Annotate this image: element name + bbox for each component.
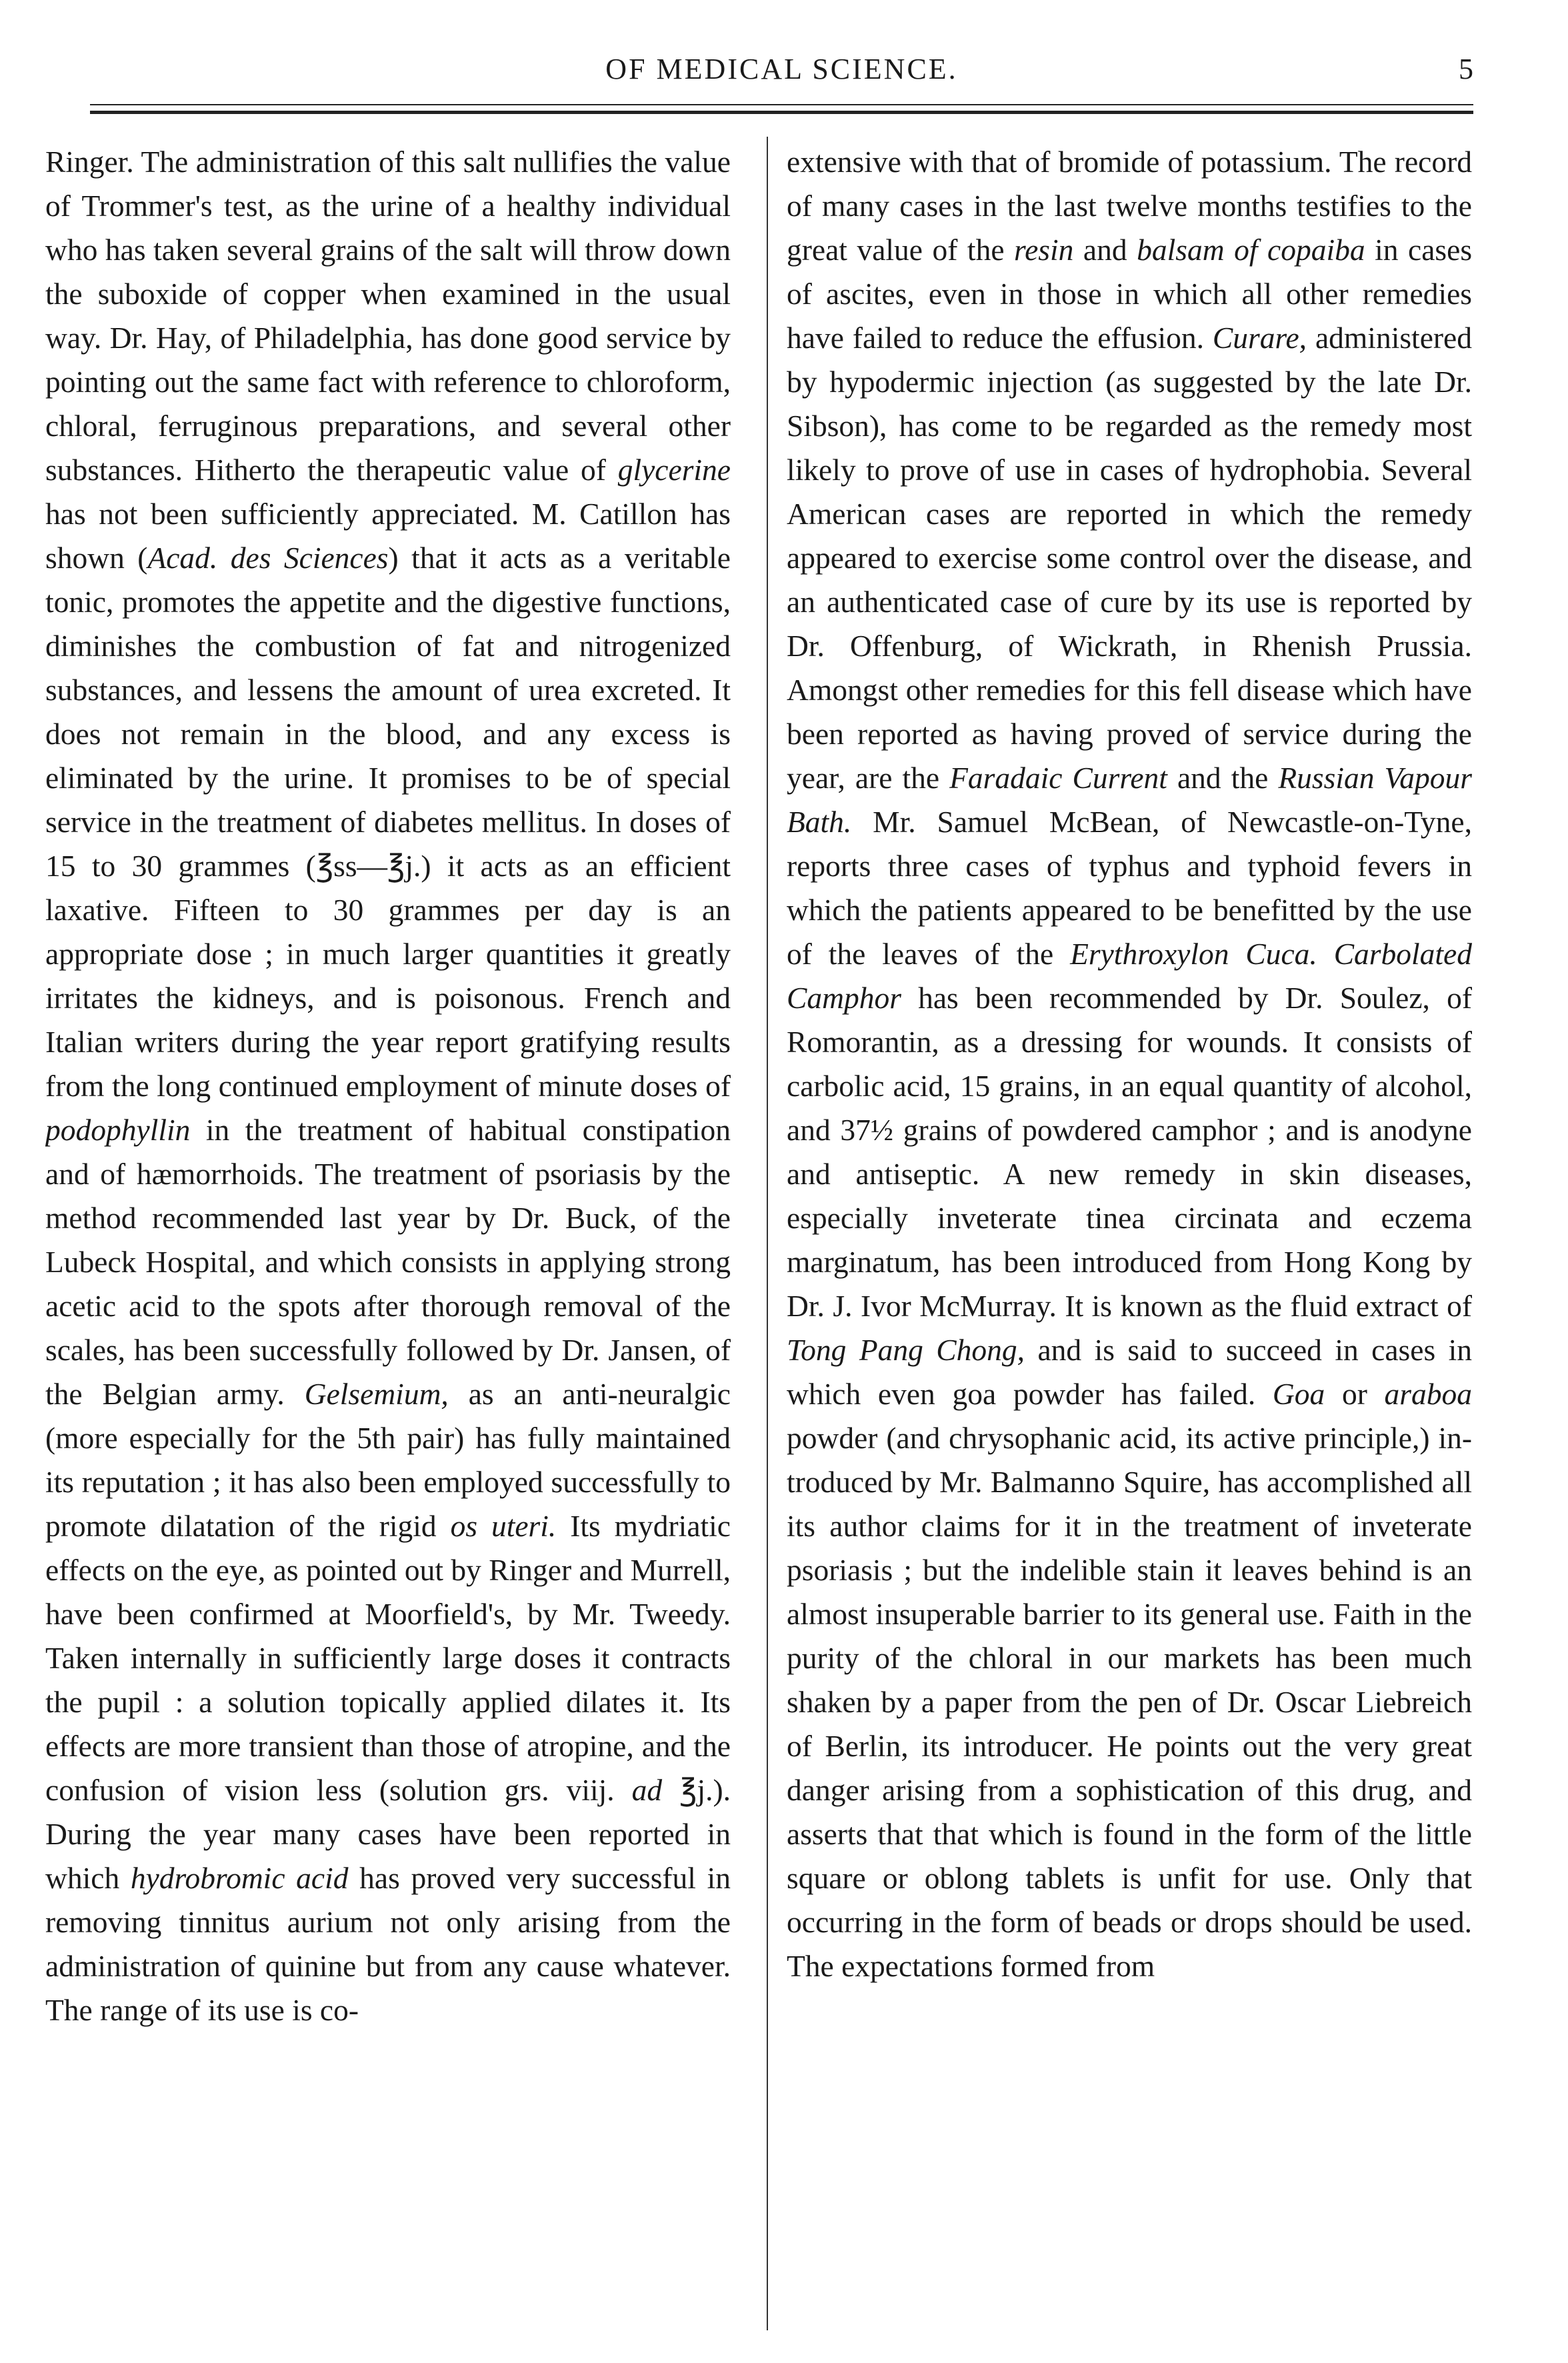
- header-rule-thin: [90, 104, 1473, 105]
- text-run: Mr. Samuel McBean, of Newcastle-on-Tyne, reports three cases of typhus and typhoid fevers in which the patients appeared to be benefitted by the use of the leaves of the: [787, 805, 1472, 971]
- text-run: ) that it acts as a veritable tonic, promotes the appetite and the digestive functions, diminishes the combustion of fat and nitrogenized substances, and lessens the amount of urea excreted. It does not remain in the blood, and any excess is eliminated by the urine. It promises to be of special service in the treatment of diabetes mellitus. In doses of 15 to 30 grammes (℥ss—℥j.) it acts as an efficient laxative. Fifteen to 30 grammes per day is an appropriate dose ; in much larger quantities it greatly irritates the kidneys, and is poisonous. French and Italian writers during the year report gratifying results from the long continued employment of minute doses of: [45, 541, 731, 1103]
- italic-text-run: resin: [1014, 233, 1074, 267]
- text-run: has proved very successful in removing tinnitus aurium not only arising from the administration of quinine but from any cause whatever. The range of its use is co-: [45, 1861, 731, 2027]
- text-run: or: [1325, 1377, 1385, 1411]
- italic-text-run: hydrobromic acid: [130, 1861, 349, 1895]
- text-run: Ringer. The administration of this salt nullifies the value of Trommer's test, as the urine of a healthy individual who has taken several grains of the salt will throw down the suboxide of copper when examined in the usual way. Dr. Hay, of Philadelphia, has done good service by pointing out the same fact with reference to chloroform, chloral, ferruginous preparations, and several other substances. Hitherto the therapeutic value of: [45, 145, 731, 487]
- text-run: administered by hypodermic injection (as suggested by the late Dr. Sibson), has come to be regarded as the remedy most likely to prove of use in cases of hydrophobia. Several American cases are reported in which the remedy appeared to exercise some control over the disease, and an authenticated case of cure by its use is reported by Dr. Offenburg, of Wickrath, in Rhenish Prussia. Amongst other remedies for this fell disease which have been reported as having proved of service during the year, are the: [787, 321, 1472, 795]
- italic-text-run: Acad. des Sciences: [147, 541, 389, 575]
- text-run: extensive with that of bromide of potassium. The record of many cases in the last twelve months testifies to the great value of the: [787, 145, 1472, 267]
- text-run: and the: [1167, 761, 1279, 795]
- italic-text-run: podophyllin: [45, 1113, 191, 1147]
- right-column-text: [787, 140, 1472, 1988]
- italic-text-run: Russian Vapour Bath.: [787, 761, 1472, 839]
- italic-text-run: ad: [631, 1773, 663, 1807]
- text-run: has not been sufficiently appreciated. M. Catillon has shown (: [45, 497, 731, 575]
- italic-text-run: Tong Pang Chong,: [787, 1333, 1025, 1367]
- italic-text-run: araboa: [1384, 1377, 1472, 1411]
- text-run: [1317, 937, 1334, 971]
- left-column-text: [45, 140, 731, 2032]
- italic-text-run: Erythroxylon Cuca.: [1070, 937, 1317, 971]
- italic-text-run: Faradaic Current: [949, 761, 1167, 795]
- text-run: in the treatment of habitual constipation and of hæmorrhoids. The treatment of psoriasis by the method recommended last year by Dr. Buck, of the Lubeck Hospital, and which consists in applying strong acetic acid to the spots after thorough removal of the scales, has been successfully followed by Dr. Jansen, of the Belgian army.: [45, 1113, 731, 1411]
- text-run: powder (and chrysophanic acid, its active principle,) introduced by Mr. Balmanno Squire, has accomplished all its author claims for it in the treatment of inveterate psoriasis ; but the indelible stain it leaves behind is an almost insuperable barrier to its general use. Faith in the purity of the chloral in our markets has been much shaken by a paper from the pen of Dr. Oscar Liebreich of Berlin, its introducer. He points out the very great danger arising from a sophistication of this drug, and asserts that that which is found in the form of the little square or oblong tablets is unfit for use. Only that occurring in the form of beads or drops should be used. The expectations formed from: [787, 1421, 1472, 1983]
- text-run: Its mydriatic effects on the eye, as pointed out by Ringer and Murrell, have been confirmed at Moorfield's, by Mr. Tweedy. Taken internally in sufficiently large doses it contracts the pupil : a solution topically applied dilates it. Its effects are more transient than those of atropine, and the confusion of vision less (solution grs. viij.: [45, 1509, 731, 1807]
- italic-text-run: Curare,: [1212, 321, 1307, 355]
- italic-text-run: Gelsemium,: [304, 1377, 449, 1411]
- right-column: [787, 140, 1472, 2334]
- column-divider: [767, 137, 768, 2330]
- left-column: [45, 140, 731, 2334]
- text-run: has been recommended by Dr. Soulez, of Romorantin, as a dressing for wounds. It consists of carbolic acid, 15 grains, in an equal quantity of alcohol, and 37½ grains of powdered camphor ; and is anodyne and antiseptic. A new remedy in skin diseases, especially inveterate tinea circinata and eczema marginatum, has been introduced from Hong Kong by Dr. J. Ivor McMurray. It is known as the fluid extract of: [787, 981, 1472, 1323]
- text-run: in cases of ascites, even in those in which all other remedies have failed to reduce the effusion.: [787, 233, 1472, 355]
- text-run: and is said to succeed in cases in which even goa powder has failed.: [787, 1333, 1472, 1411]
- italic-text-run: Goa: [1272, 1377, 1325, 1411]
- running-title: OF MEDICAL SCIENCE.: [605, 53, 958, 85]
- text-run: as an anti-neuralgic (more especially for the 5th pair) has fully maintained its reputation ; it has also been employed successfully to promote dilatation of the rigid: [45, 1377, 731, 1543]
- page-number: 5: [1459, 53, 1473, 85]
- text-run: ℥j.). During the year many cases have been reported in which: [45, 1773, 731, 1895]
- text-run: and: [1073, 233, 1137, 267]
- italic-text-run: Carbolated Camphor: [787, 937, 1472, 1015]
- italic-text-run: balsam of copaiba: [1137, 233, 1365, 267]
- italic-text-run: os uteri.: [450, 1509, 557, 1543]
- header-rule-thick: [90, 111, 1473, 114]
- italic-text-run: glycerine: [617, 453, 731, 487]
- page-header: [90, 52, 1473, 99]
